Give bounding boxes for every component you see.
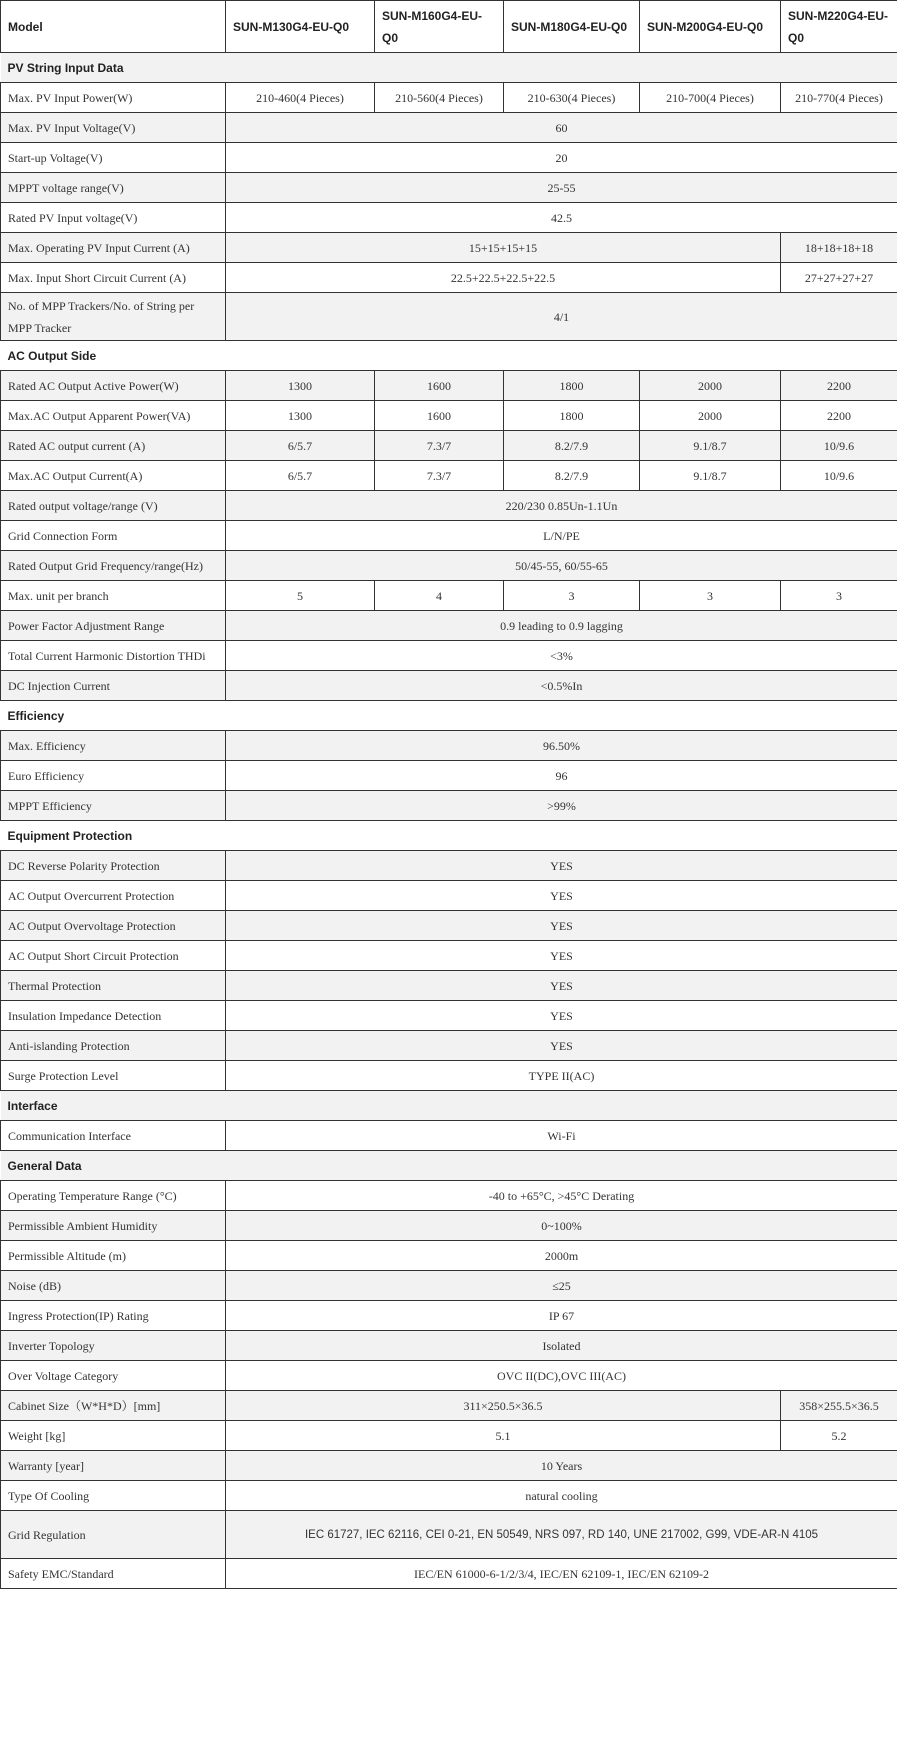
spec-value: 4/1 bbox=[226, 293, 897, 341]
spec-value: 1800 bbox=[504, 401, 640, 431]
spec-value: 311×250.5×36.5 bbox=[226, 1391, 781, 1421]
spec-value: 15+15+15+15 bbox=[226, 233, 781, 263]
spec-label: Rated AC output current (A) bbox=[1, 431, 226, 461]
spec-value: 22.5+22.5+22.5+22.5 bbox=[226, 263, 781, 293]
spec-value: 5.1 bbox=[226, 1421, 781, 1451]
spec-label: Warranty [year] bbox=[1, 1451, 226, 1481]
spec-value: 10 Years bbox=[226, 1451, 897, 1481]
spec-label: DC Reverse Polarity Protection bbox=[1, 851, 226, 881]
spec-value: 210-770(4 Pieces) bbox=[781, 83, 897, 113]
spec-row bbox=[1, 1211, 897, 1241]
spec-row bbox=[1, 83, 897, 113]
spec-value: 210-560(4 Pieces) bbox=[375, 83, 504, 113]
spec-value: 1300 bbox=[226, 371, 375, 401]
spec-value: 0~100% bbox=[226, 1211, 897, 1241]
spec-row bbox=[1, 1061, 897, 1091]
spec-label: No. of MPP Trackers/No. of String per MPP Tracker bbox=[1, 293, 226, 341]
spec-value: Wi-Fi bbox=[226, 1121, 897, 1151]
spec-value: YES bbox=[226, 1001, 897, 1031]
spec-label: AC Output Overvoltage Protection bbox=[1, 911, 226, 941]
spec-label: MPPT Efficiency bbox=[1, 791, 226, 821]
spec-label: Max. PV Input Power(W) bbox=[1, 83, 226, 113]
spec-row bbox=[1, 1331, 897, 1361]
spec-value: 27+27+27+27 bbox=[781, 263, 897, 293]
spec-row bbox=[1, 113, 897, 143]
section-title: AC Output Side bbox=[1, 341, 897, 371]
spec-row bbox=[1, 641, 897, 671]
spec-label: Max. unit per branch bbox=[1, 581, 226, 611]
spec-value: 10/9.6 bbox=[781, 431, 897, 461]
spec-value: IEC 61727, IEC 62116, CEI 0-21, EN 50549, NRS 097, RD 140, UNE 217002, G99, VDE-AR-N 4105 bbox=[226, 1511, 897, 1559]
spec-value: YES bbox=[226, 941, 897, 971]
spec-label: Grid Regulation bbox=[1, 1511, 226, 1559]
column-header-m220: SUN-M220G4-EU-Q0 bbox=[781, 1, 897, 53]
spec-value: 20 bbox=[226, 143, 897, 173]
spec-row bbox=[1, 1031, 897, 1061]
spec-row bbox=[1, 851, 897, 881]
spec-row bbox=[1, 233, 897, 263]
spec-value: YES bbox=[226, 911, 897, 941]
spec-value: natural cooling bbox=[226, 1481, 897, 1511]
spec-label: AC Output Short Circuit Protection bbox=[1, 941, 226, 971]
spec-label: Safety EMC/Standard bbox=[1, 1559, 226, 1589]
spec-value: 60 bbox=[226, 113, 897, 143]
spec-label: Permissible Ambient Humidity bbox=[1, 1211, 226, 1241]
spec-row bbox=[1, 1181, 897, 1211]
spec-label: Surge Protection Level bbox=[1, 1061, 226, 1091]
section-title: Interface bbox=[1, 1091, 897, 1121]
spec-row bbox=[1, 431, 897, 461]
spec-value: 9.1/8.7 bbox=[640, 461, 781, 491]
spec-label: Cabinet Size（W*H*D）[mm] bbox=[1, 1391, 226, 1421]
spec-label: Weight [kg] bbox=[1, 1421, 226, 1451]
spec-label: Max.AC Output Current(A) bbox=[1, 461, 226, 491]
spec-value: 3 bbox=[781, 581, 897, 611]
spec-row bbox=[1, 371, 897, 401]
spec-row bbox=[1, 1121, 897, 1151]
spec-value: 4 bbox=[375, 581, 504, 611]
spec-row bbox=[1, 521, 897, 551]
spec-value: L/N/PE bbox=[226, 521, 897, 551]
section-title: General Data bbox=[1, 1151, 897, 1181]
spec-row bbox=[1, 1559, 897, 1589]
spec-value: 0.9 leading to 0.9 lagging bbox=[226, 611, 897, 641]
header-row bbox=[1, 1, 897, 53]
column-header-model: Model bbox=[1, 1, 226, 53]
spec-value: YES bbox=[226, 971, 897, 1001]
spec-row bbox=[1, 173, 897, 203]
spec-value: 358×255.5×36.5 bbox=[781, 1391, 897, 1421]
spec-label: Operating Temperature Range (°C) bbox=[1, 1181, 226, 1211]
column-header-m180: SUN-M180G4-EU-Q0 bbox=[504, 1, 640, 53]
spec-value: 2200 bbox=[781, 401, 897, 431]
spec-row bbox=[1, 971, 897, 1001]
spec-value: 1600 bbox=[375, 401, 504, 431]
spec-value: 210-700(4 Pieces) bbox=[640, 83, 781, 113]
spec-row bbox=[1, 1511, 897, 1559]
spec-value: OVC II(DC),OVC III(AC) bbox=[226, 1361, 897, 1391]
spec-value: 8.2/7.9 bbox=[504, 431, 640, 461]
spec-value: 96.50% bbox=[226, 731, 897, 761]
spec-row bbox=[1, 581, 897, 611]
spec-value: 25-55 bbox=[226, 173, 897, 203]
spec-value: 7.3/7 bbox=[375, 461, 504, 491]
spec-row bbox=[1, 731, 897, 761]
spec-label: Insulation Impedance Detection bbox=[1, 1001, 226, 1031]
section-header-row bbox=[1, 701, 897, 731]
spec-row bbox=[1, 761, 897, 791]
section-title: Equipment Protection bbox=[1, 821, 897, 851]
spec-row bbox=[1, 491, 897, 521]
spec-label: Max. PV Input Voltage(V) bbox=[1, 113, 226, 143]
column-header-m130: SUN-M130G4-EU-Q0 bbox=[226, 1, 375, 53]
spec-row bbox=[1, 263, 897, 293]
column-header-m160: SUN-M160G4-EU-Q0 bbox=[375, 1, 504, 53]
spec-label: Grid Connection Form bbox=[1, 521, 226, 551]
spec-value: YES bbox=[226, 881, 897, 911]
spec-value: 1300 bbox=[226, 401, 375, 431]
spec-label: MPPT voltage range(V) bbox=[1, 173, 226, 203]
section-header-row bbox=[1, 341, 897, 371]
spec-value: 220/230 0.85Un-1.1Un bbox=[226, 491, 897, 521]
spec-row bbox=[1, 941, 897, 971]
spec-value: <3% bbox=[226, 641, 897, 671]
spec-table-body bbox=[1, 53, 897, 1589]
section-header-row bbox=[1, 53, 897, 83]
spec-label: Thermal Protection bbox=[1, 971, 226, 1001]
spec-row bbox=[1, 1421, 897, 1451]
spec-row bbox=[1, 1481, 897, 1511]
spec-row bbox=[1, 461, 897, 491]
spec-value: Isolated bbox=[226, 1331, 897, 1361]
spec-value: YES bbox=[226, 1031, 897, 1061]
spec-value: 210-460(4 Pieces) bbox=[226, 83, 375, 113]
spec-label: Total Current Harmonic Distortion THDi bbox=[1, 641, 226, 671]
spec-label: Rated PV Input voltage(V) bbox=[1, 203, 226, 233]
spec-row bbox=[1, 1391, 897, 1421]
section-header-row bbox=[1, 1151, 897, 1181]
section-header-row bbox=[1, 1091, 897, 1121]
section-header-row bbox=[1, 821, 897, 851]
spec-label: Permissible Altitude (m) bbox=[1, 1241, 226, 1271]
spec-label: Power Factor Adjustment Range bbox=[1, 611, 226, 641]
spec-value: 3 bbox=[504, 581, 640, 611]
spec-value: 2200 bbox=[781, 371, 897, 401]
spec-row bbox=[1, 881, 897, 911]
column-header-m200: SUN-M200G4-EU-Q0 bbox=[640, 1, 781, 53]
spec-label: Over Voltage Category bbox=[1, 1361, 226, 1391]
spec-value: 10/9.6 bbox=[781, 461, 897, 491]
spec-label: Rated AC Output Active Power(W) bbox=[1, 371, 226, 401]
spec-value: 50/45-55, 60/55-65 bbox=[226, 551, 897, 581]
spec-label: Max. Efficiency bbox=[1, 731, 226, 761]
spec-value: 3 bbox=[640, 581, 781, 611]
spec-row bbox=[1, 671, 897, 701]
spec-value: >99% bbox=[226, 791, 897, 821]
section-title: PV String Input Data bbox=[1, 53, 897, 83]
spec-value: 6/5.7 bbox=[226, 431, 375, 461]
spec-value: IEC/EN 61000-6-1/2/3/4, IEC/EN 62109-1, IEC/EN 62109-2 bbox=[226, 1559, 897, 1589]
spec-value: ≤25 bbox=[226, 1271, 897, 1301]
spec-label: AC Output Overcurrent Protection bbox=[1, 881, 226, 911]
spec-row bbox=[1, 1451, 897, 1481]
spec-value: 6/5.7 bbox=[226, 461, 375, 491]
spec-label: Rated output voltage/range (V) bbox=[1, 491, 226, 521]
section-title: Efficiency bbox=[1, 701, 897, 731]
spec-value: 8.2/7.9 bbox=[504, 461, 640, 491]
spec-value: 96 bbox=[226, 761, 897, 791]
spec-row bbox=[1, 293, 897, 341]
spec-value: IP 67 bbox=[226, 1301, 897, 1331]
spec-row bbox=[1, 551, 897, 581]
spec-value: 5.2 bbox=[781, 1421, 897, 1451]
spec-value: 2000 bbox=[640, 401, 781, 431]
spec-label: Max. Input Short Circuit Current (A) bbox=[1, 263, 226, 293]
spec-row bbox=[1, 1271, 897, 1301]
spec-label: Max. Operating PV Input Current (A) bbox=[1, 233, 226, 263]
spec-value: 7.3/7 bbox=[375, 431, 504, 461]
spec-value: <0.5%In bbox=[226, 671, 897, 701]
spec-value: 1600 bbox=[375, 371, 504, 401]
spec-row bbox=[1, 1301, 897, 1331]
spec-value: YES bbox=[226, 851, 897, 881]
spec-row bbox=[1, 401, 897, 431]
spec-value: 2000 bbox=[640, 371, 781, 401]
spec-row bbox=[1, 911, 897, 941]
spec-value: -40 to +65°C, >45°C Derating bbox=[226, 1181, 897, 1211]
spec-value: TYPE II(AC) bbox=[226, 1061, 897, 1091]
spec-row bbox=[1, 611, 897, 641]
spec-row bbox=[1, 1001, 897, 1031]
spec-label: Noise (dB) bbox=[1, 1271, 226, 1301]
spec-value: 1800 bbox=[504, 371, 640, 401]
spec-label: DC Injection Current bbox=[1, 671, 226, 701]
spec-label: Type Of Cooling bbox=[1, 1481, 226, 1511]
spec-value: 42.5 bbox=[226, 203, 897, 233]
spec-row bbox=[1, 1241, 897, 1271]
spec-label: Euro Efficiency bbox=[1, 761, 226, 791]
spec-value: 18+18+18+18 bbox=[781, 233, 897, 263]
spec-row bbox=[1, 203, 897, 233]
spec-row bbox=[1, 1361, 897, 1391]
spec-value: 2000m bbox=[226, 1241, 897, 1271]
spec-value: 210-630(4 Pieces) bbox=[504, 83, 640, 113]
spec-label: Communication Interface bbox=[1, 1121, 226, 1151]
spec-value: 9.1/8.7 bbox=[640, 431, 781, 461]
spec-label: Ingress Protection(IP) Rating bbox=[1, 1301, 226, 1331]
spec-label: Max.AC Output Apparent Power(VA) bbox=[1, 401, 226, 431]
spec-row bbox=[1, 791, 897, 821]
spec-label: Rated Output Grid Frequency/range(Hz) bbox=[1, 551, 226, 581]
spec-value: 5 bbox=[226, 581, 375, 611]
spec-label: Start-up Voltage(V) bbox=[1, 143, 226, 173]
spec-label: Inverter Topology bbox=[1, 1331, 226, 1361]
spec-label: Anti-islanding Protection bbox=[1, 1031, 226, 1061]
spec-row bbox=[1, 143, 897, 173]
